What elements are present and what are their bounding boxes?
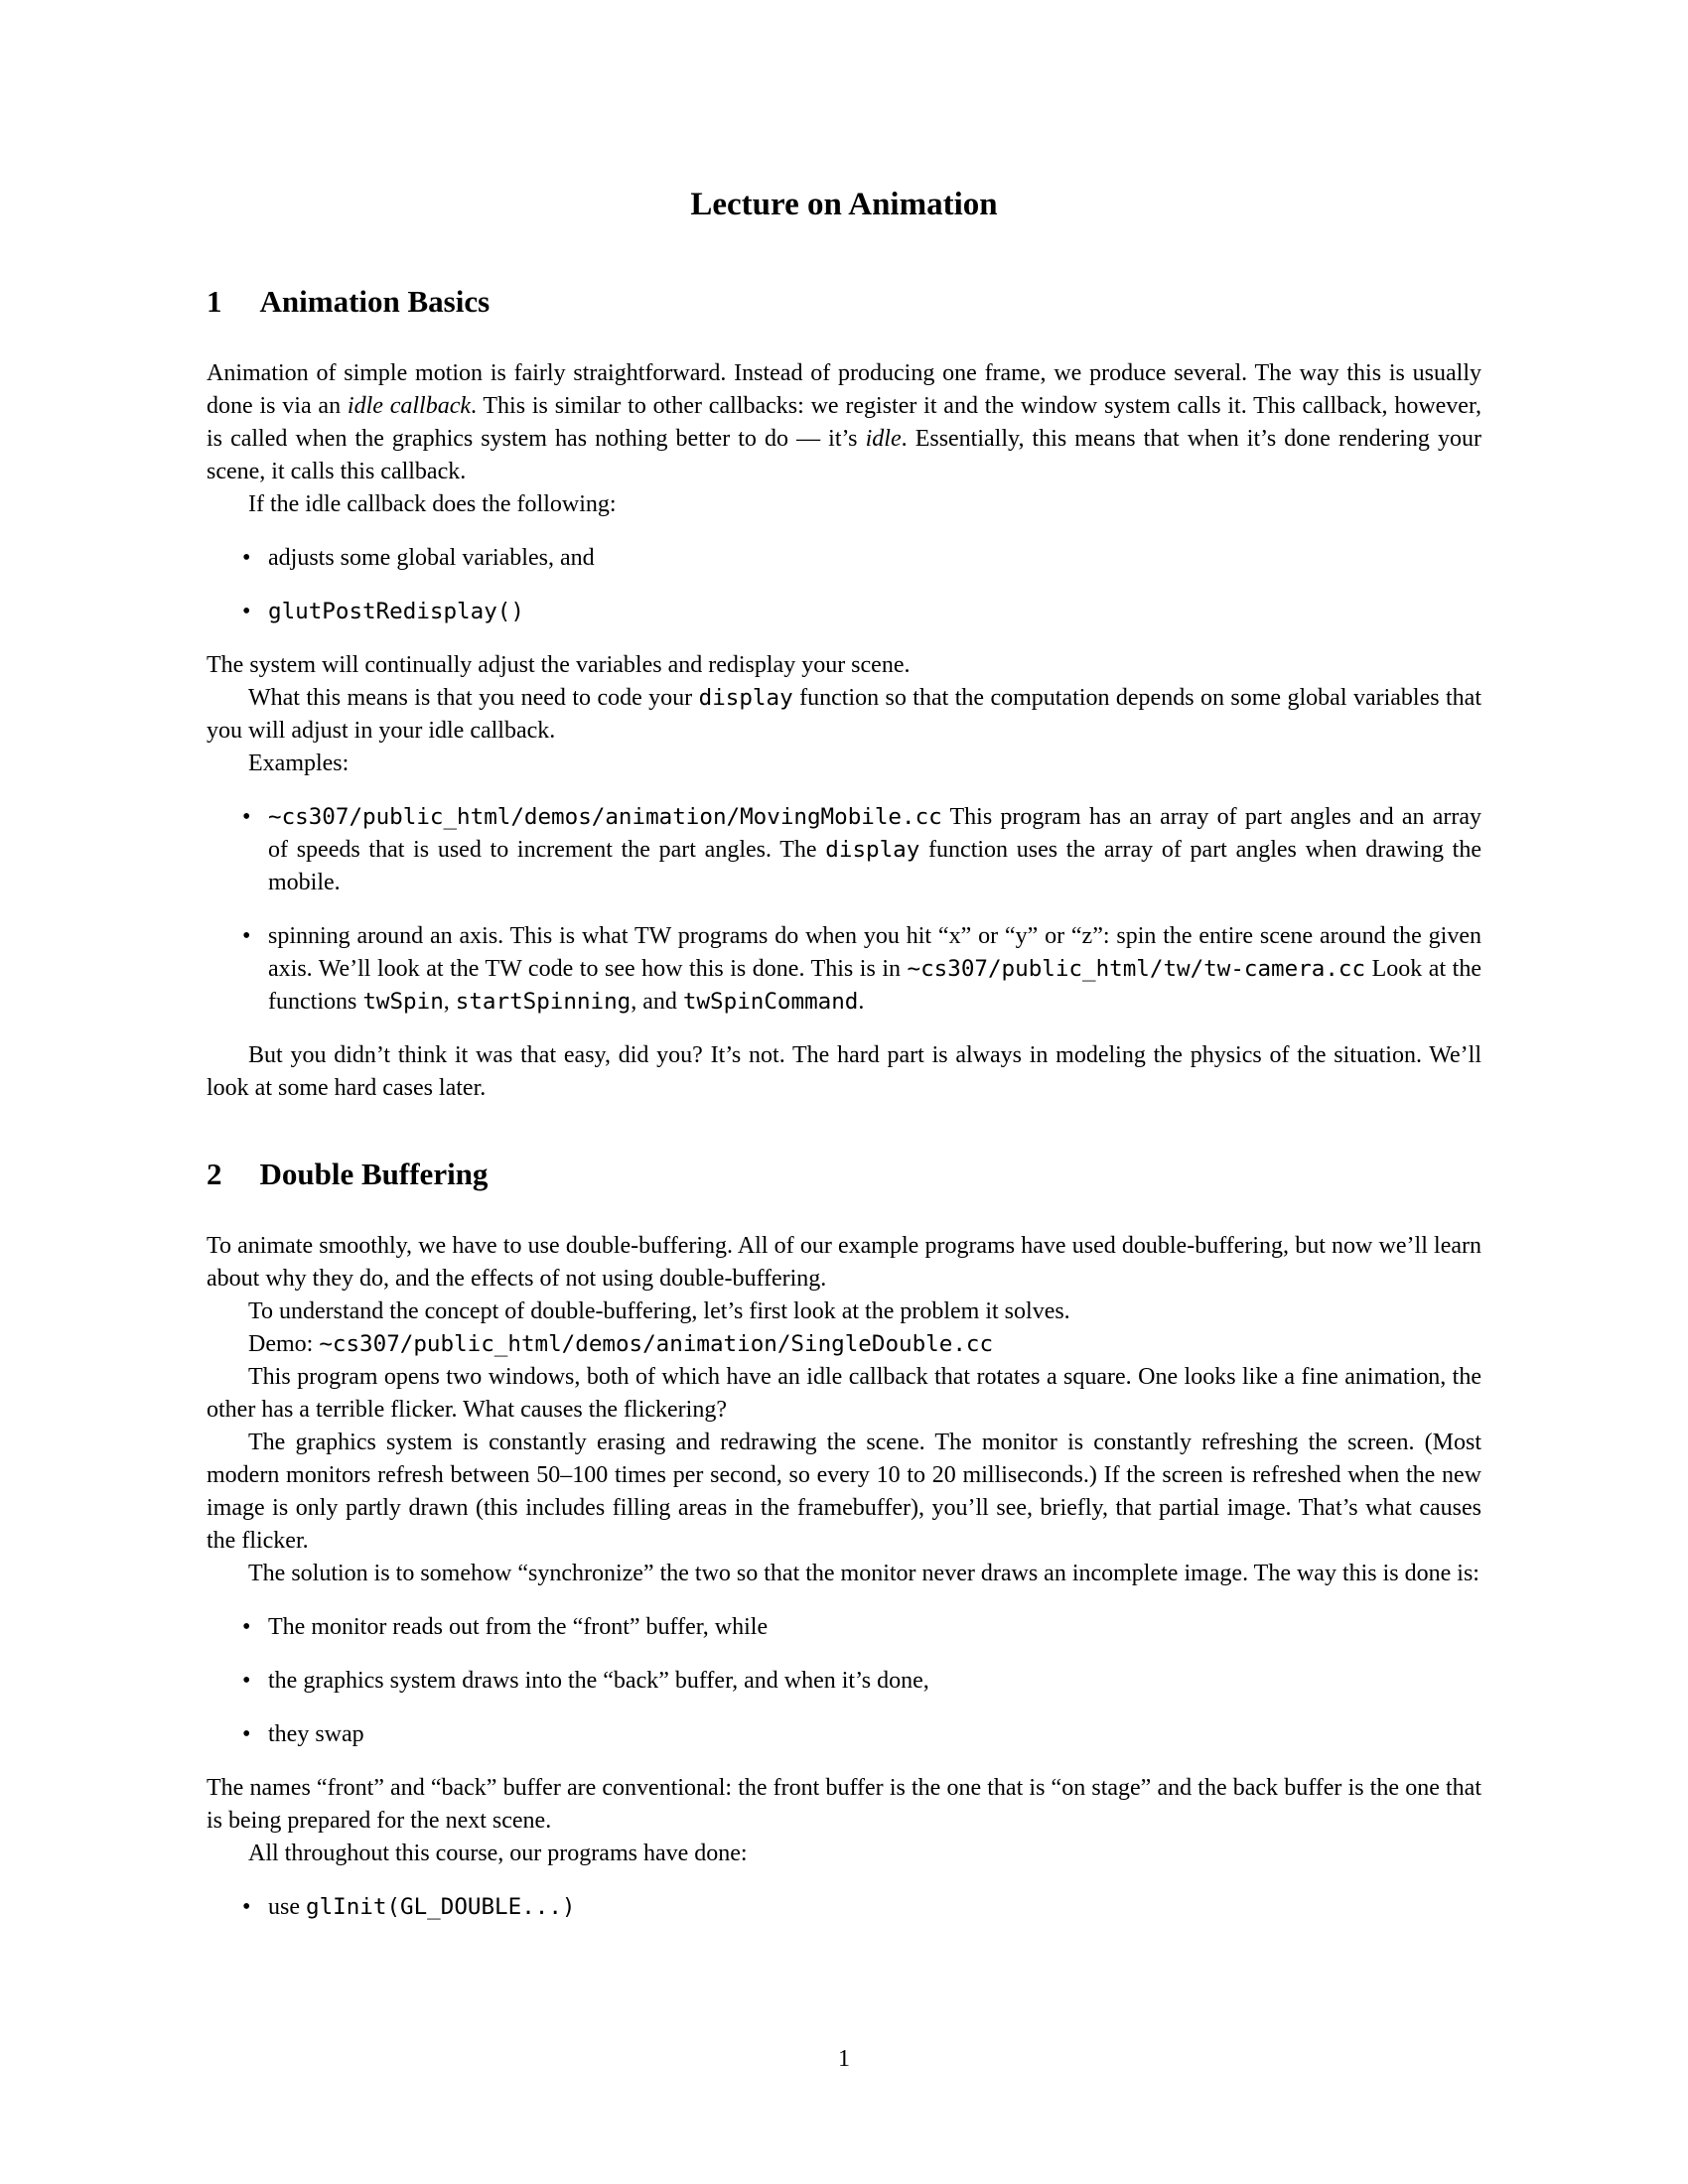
paragraph-hard-part (207, 1039, 1481, 1105)
paragraph-examples-label (207, 748, 1481, 780)
paragraph-front-back-names (207, 1772, 1481, 1838)
code-span: ~cs307/public_html/demos/animation/SingleDouble.cc (319, 1331, 994, 1357)
text-run: If the idle callback does the following: (248, 491, 617, 517)
text-run: , (443, 989, 456, 1015)
bullet-list-examples (207, 801, 1481, 1019)
paragraph-two-windows (207, 1361, 1481, 1427)
bullet-item (207, 1611, 1481, 1644)
text-run: . Essentially, this means that when it’s done rendering your scene, it calls this callback. (207, 426, 1481, 484)
paragraph-animation-intro (207, 357, 1481, 488)
paragraph-system-redisplay (207, 649, 1481, 682)
section-2-title: Double Buffering (259, 1157, 489, 1191)
section-1-number: 1 (207, 284, 222, 319)
text-run: Look at the functions (268, 956, 1481, 1015)
bullet-item (207, 542, 1481, 575)
paragraph-course-programs (207, 1838, 1481, 1870)
code-span: glInit(GL_DOUBLE...) (306, 1894, 576, 1920)
text-run: Demo: (248, 1331, 320, 1357)
text-run: . (858, 989, 865, 1015)
text-run: . This is similar to other callbacks: we register it and the window system calls it. This callback, however, is called when the graphics system has nothing better to do — it’s (207, 393, 1481, 452)
text-run: But you didn’t think it was that easy, did you? It’s not. The hard part is always in modeling the physics of the situation. We’ll look at some hard cases later. (207, 1042, 1481, 1101)
code-span: display (825, 837, 920, 863)
paragraph-concept (207, 1296, 1481, 1328)
text-run: What this means is that you need to code your (248, 685, 699, 711)
text-run: The monitor reads out from the “front” buffer, while (268, 1614, 769, 1640)
bullet-list-idle-callback (207, 542, 1481, 628)
text-run: The system will continually adjust the variables and redisplay your scene. (207, 652, 911, 678)
text-run: adjusts some global variables, and (268, 545, 595, 571)
text-run: Examples: (248, 751, 350, 776)
section-1-heading (207, 282, 1481, 322)
code-span: twSpin (362, 989, 444, 1015)
text-run: This program opens two windows, both of which have an idle callback that rotates a square. One looks like a fine animation, the other has a terrible flicker. What causes the flickering? (207, 1364, 1481, 1423)
code-span: startSpinning (455, 989, 632, 1015)
text-run: , and (631, 989, 683, 1015)
bullet-list-buffers (207, 1611, 1481, 1751)
text-run: spinning around an axis. This is what TW programs do when you hit “x” or “y” or “z”: spin the entire scene around the given axis. We’ll look at the TW code to see how this is done. This is in (268, 923, 1481, 982)
text-run: the graphics system draws into the “back” buffer, and when it’s done, (268, 1668, 929, 1694)
text-run: they swap (268, 1721, 364, 1747)
text-run: The names “front” and “back” buffer are conventional: the front buffer is the one that is “on stage” and the back buffer is the one that is being prepared for the next scene. (207, 1775, 1481, 1834)
bullet-item (207, 920, 1481, 1019)
text-run: All throughout this course, our programs have done: (248, 1841, 748, 1866)
document-title: Lecture on Animation (690, 187, 998, 222)
code-span: display (698, 685, 793, 711)
paragraph-refresh-rate (207, 1427, 1481, 1558)
bullet-item (207, 1718, 1481, 1751)
bullet-item (207, 801, 1481, 899)
code-span: ~cs307/public_html/tw/tw-camera.cc (907, 956, 1366, 982)
text-run: The graphics system is constantly erasing and redrawing the scene. The monitor is constantly refreshing the screen. (Most modern monitors refresh between 50–100 times per second, so every 10 to 20 milliseconds.) If the screen is refreshed when the new image is only partly drawn (this includes filling areas in the framebuffer), you’ll see, briefly, that partial image. That’s what causes the flicker. (207, 1430, 1481, 1554)
code-span: ~cs307/public_html/demos/animation/MovingMobile.cc (268, 804, 942, 830)
paragraph-demo (207, 1328, 1481, 1361)
bullet-item (207, 1891, 1481, 1924)
bullet-list-glinit (207, 1891, 1481, 1924)
code-span: twSpinCommand (682, 989, 859, 1015)
text-run: To understand the concept of double-buffering, let’s first look at the problem it solves. (248, 1298, 1070, 1324)
text-run: This program has an array of part angles and an array of speeds that is used to increment the part angles. The (268, 804, 1481, 863)
text-run: function uses the array of part angles when drawing the mobile. (268, 837, 1481, 895)
bullet-item (207, 1665, 1481, 1698)
italic-span: idle (865, 426, 902, 452)
paragraph-idle-callback-intro (207, 488, 1481, 521)
italic-span: idle callback (347, 393, 472, 419)
bullet-item (207, 596, 1481, 628)
section-2-heading (207, 1155, 1481, 1194)
text-run: To animate smoothly, we have to use double-buffering. All of our example programs have used double-buffering, but now we’ll learn about why they do, and the effects of not using double-buffering. (207, 1233, 1481, 1292)
paragraph-double-buffering-intro (207, 1230, 1481, 1296)
text-run: The solution is to somehow “synchronize” the two so that the monitor never draws an incomplete image. The way this is done is: (248, 1561, 1479, 1586)
paragraph-synchronize (207, 1558, 1481, 1590)
code-span: glutPostRedisplay() (268, 599, 524, 624)
section-1-title: Animation Basics (259, 284, 491, 319)
page-number: 1 (838, 2046, 850, 2072)
text-run: Animation of simple motion is fairly straightforward. Instead of producing one frame, we produce several. The way this is usually done is via an (207, 360, 1481, 419)
paragraph-display-function (207, 682, 1481, 748)
text-run: function so that the computation depends on some global variables that you will adjust in your idle callback. (207, 685, 1481, 744)
section-2-number: 2 (207, 1157, 222, 1191)
text-run: use (268, 1894, 306, 1920)
